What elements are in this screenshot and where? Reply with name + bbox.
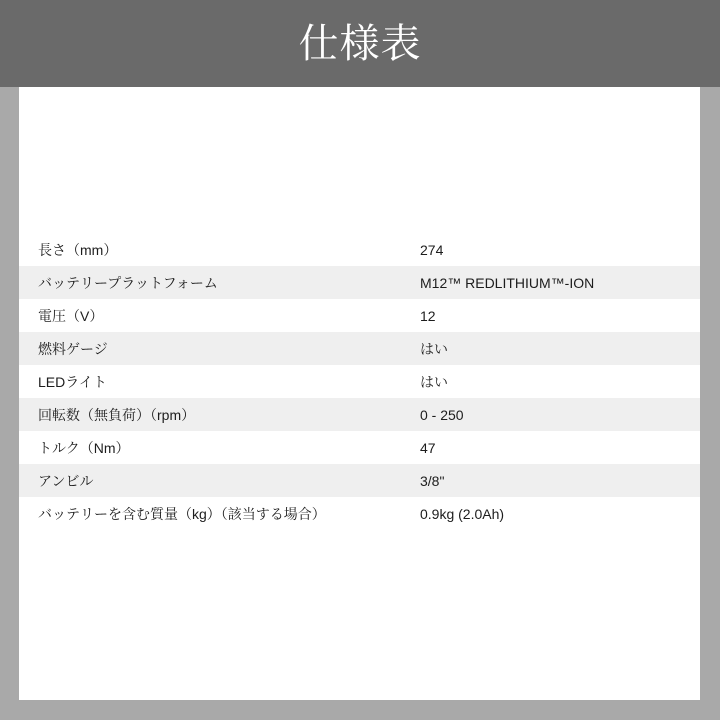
spec-value: 0 - 250 bbox=[420, 406, 464, 423]
spec-label: 電圧（V） bbox=[38, 307, 104, 324]
spec-label: LEDライト bbox=[38, 373, 107, 390]
header-band bbox=[0, 0, 720, 87]
table-row bbox=[19, 233, 700, 266]
spec-value: はい bbox=[420, 340, 448, 357]
spec-label: トルク（Nm） bbox=[38, 439, 130, 456]
spec-value: 47 bbox=[420, 439, 436, 456]
spec-label: 長さ（mm） bbox=[38, 241, 118, 258]
spec-value: 0.9kg (2.0Ah) bbox=[420, 505, 505, 522]
table-row bbox=[19, 398, 700, 431]
spec-value: はい bbox=[420, 373, 448, 390]
table-row bbox=[19, 266, 700, 299]
spec-label: アンビル bbox=[38, 472, 94, 489]
page-title: 仕様表 bbox=[298, 21, 422, 66]
spec-card bbox=[19, 87, 700, 700]
card-top-spacer bbox=[19, 87, 700, 233]
table-row bbox=[19, 464, 700, 497]
spec-label: バッテリーを含む質量（kg）（該当する場合） bbox=[38, 505, 326, 522]
table-row bbox=[19, 299, 700, 332]
spec-label: バッテリープラットフォーム bbox=[38, 274, 218, 291]
spec-table bbox=[19, 233, 700, 530]
spec-label: 燃料ゲージ bbox=[38, 340, 108, 357]
table-row bbox=[19, 431, 700, 464]
spec-label: 回転数（無負荷）（rpm） bbox=[38, 406, 196, 423]
spec-value: 12 bbox=[420, 307, 436, 324]
table-row bbox=[19, 332, 700, 365]
table-row bbox=[19, 365, 700, 398]
spec-value: M12™ REDLITHIUM™-ION bbox=[420, 274, 595, 291]
table-row bbox=[19, 497, 700, 530]
page-background bbox=[0, 87, 720, 720]
spec-value: 274 bbox=[420, 241, 444, 258]
spec-value: 3/8" bbox=[420, 472, 445, 489]
